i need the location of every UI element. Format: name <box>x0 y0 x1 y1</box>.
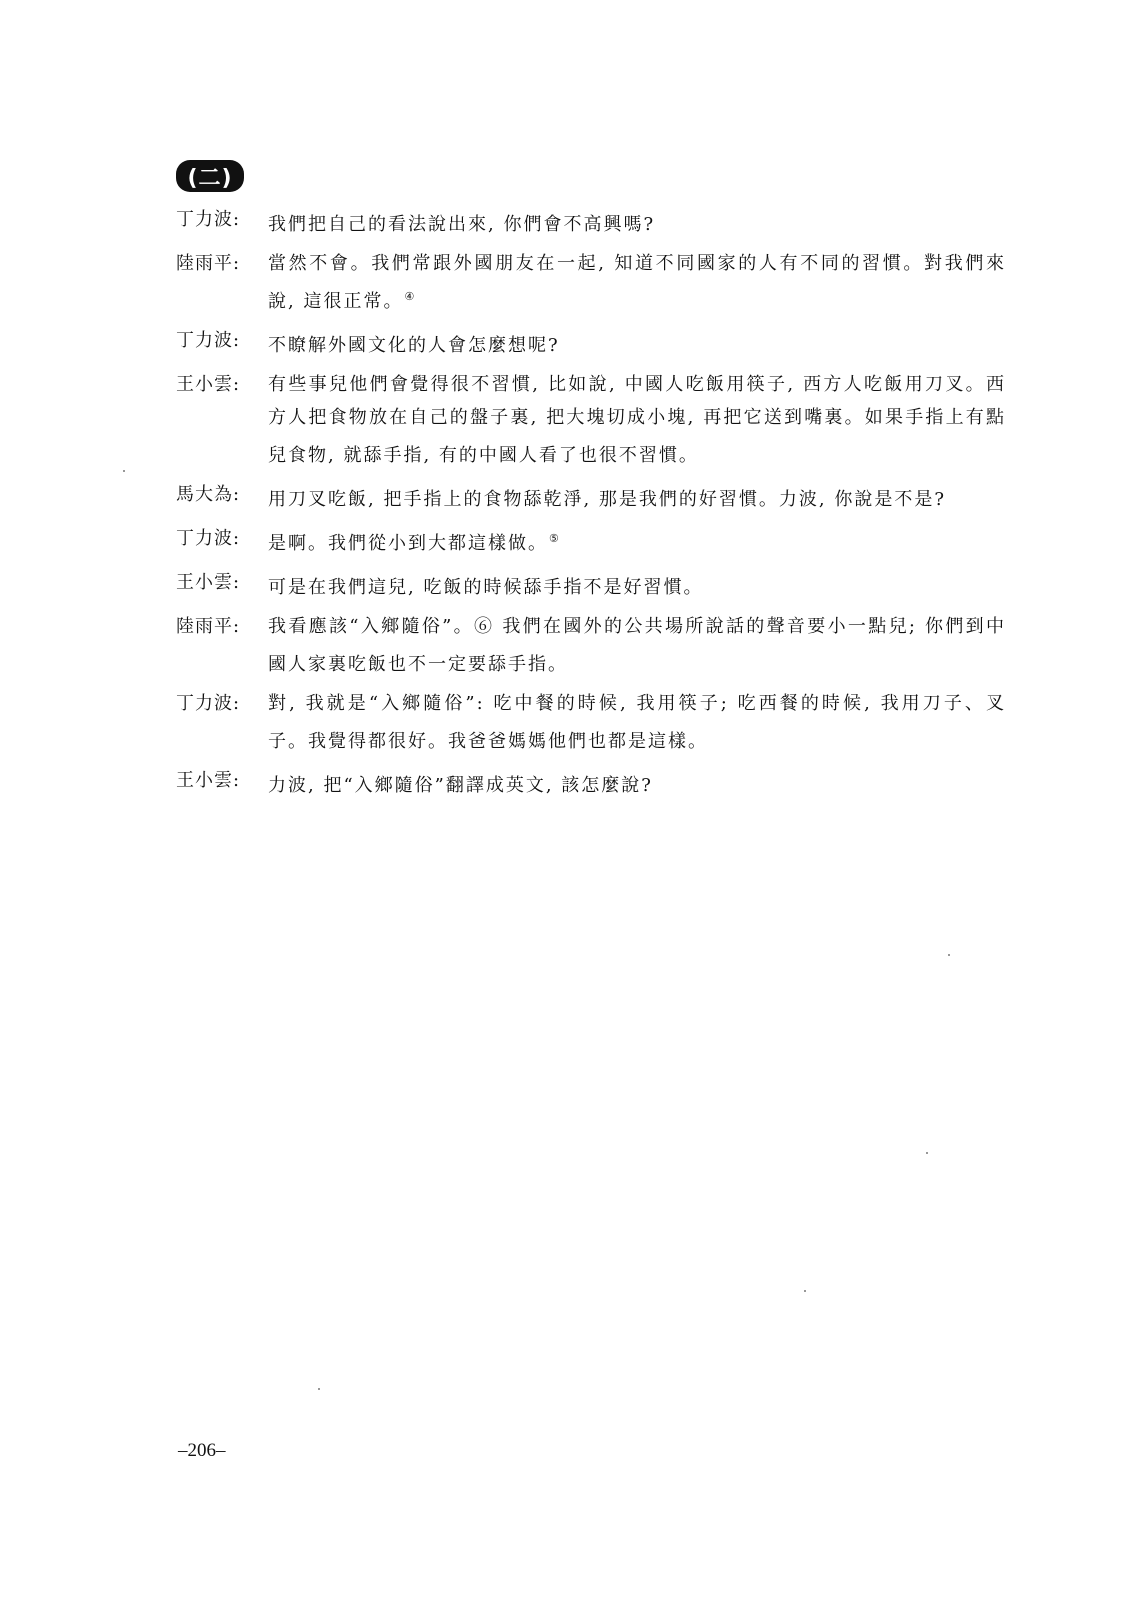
dialogue-line <box>176 687 1006 758</box>
speaker-name: 王小雲: <box>176 374 241 395</box>
dialogue-line <box>176 610 1006 681</box>
dialogue-line <box>176 324 1006 362</box>
speech-text: 力波, 把“入鄉隨俗”翻譯成英文, 該怎麼說? <box>268 775 653 796</box>
speech-text: 當然不會。我們常跟外國朋友在一起, 知道不同國家的人有不同的習慣。對我們來說, 這很正常。④ <box>268 253 1006 312</box>
speaker-name: 丁力波: <box>176 528 241 549</box>
dialogue-text <box>176 203 1006 808</box>
dialogue-line <box>176 522 1006 560</box>
scan-speck <box>804 1290 806 1292</box>
dialogue-line <box>176 478 1006 516</box>
dialogue-line <box>176 566 1006 604</box>
dialogue-line <box>176 247 1006 318</box>
speaker-name: 王小雲: <box>176 572 241 593</box>
speech-text: 是啊。我們從小到大都這樣做。⑤ <box>268 532 559 554</box>
speech-text: 不瞭解外國文化的人會怎麼想呢? <box>268 335 560 356</box>
speech-text: 我看應該“入鄉隨俗”。⑥ 我們在國外的公共場所說話的聲音要小一點兒; 你們到中國人家裏吃飯也不一定要舔手指。 <box>268 616 1006 675</box>
speech-text: 對, 我就是“入鄉隨俗”: 吃中餐的時候, 我用筷子; 吃西餐的時候, 我用刀子、叉子。我覺得都很好。我爸爸媽媽他們也都是這樣。 <box>268 693 1006 752</box>
dialogue-line <box>176 764 1006 802</box>
speaker-name: 陸雨平: <box>176 616 241 637</box>
footnote-marker: ⑤ <box>549 532 559 545</box>
dialogue-line <box>176 203 1006 241</box>
scan-speck <box>926 1152 928 1154</box>
scan-speck <box>948 954 950 956</box>
page-number: –206– <box>178 1440 226 1461</box>
speech-text: 我們把自己的看法說出來, 你們會不高興嗎? <box>268 214 656 235</box>
speaker-name: 陸雨平: <box>176 253 241 274</box>
speaker-name: 丁力波: <box>176 693 241 714</box>
speaker-name: 丁力波: <box>176 330 241 351</box>
speech-text: 可是在我們這兒, 吃飯的時候舔手指不是好習慣。 <box>268 577 704 598</box>
speech-text: 用刀叉吃飯, 把手指上的食物舔乾淨, 那是我們的好習慣。力波, 你說是不是? <box>268 489 946 510</box>
footnote-marker: ④ <box>404 290 415 303</box>
dialogue-line <box>176 368 1006 472</box>
speaker-name: 丁力波: <box>176 209 241 230</box>
scan-speck <box>318 1388 320 1390</box>
speaker-name: 王小雲: <box>176 770 241 791</box>
section-label-badge: (二) <box>176 160 244 192</box>
speech-text: 有些事兒他們會覺得很不習慣, 比如說, 中國人吃飯用筷子, 西方人吃飯用刀叉。西方人把食物放在自己的盤子裏, 把大塊切成小塊, 再把它送到嘴裏。如果手指上有點兒食物, 就舔手指, 有的中國人看了也很不習慣。 <box>268 374 1006 466</box>
speaker-name: 馬大為: <box>176 484 241 505</box>
scan-speck <box>123 470 125 472</box>
